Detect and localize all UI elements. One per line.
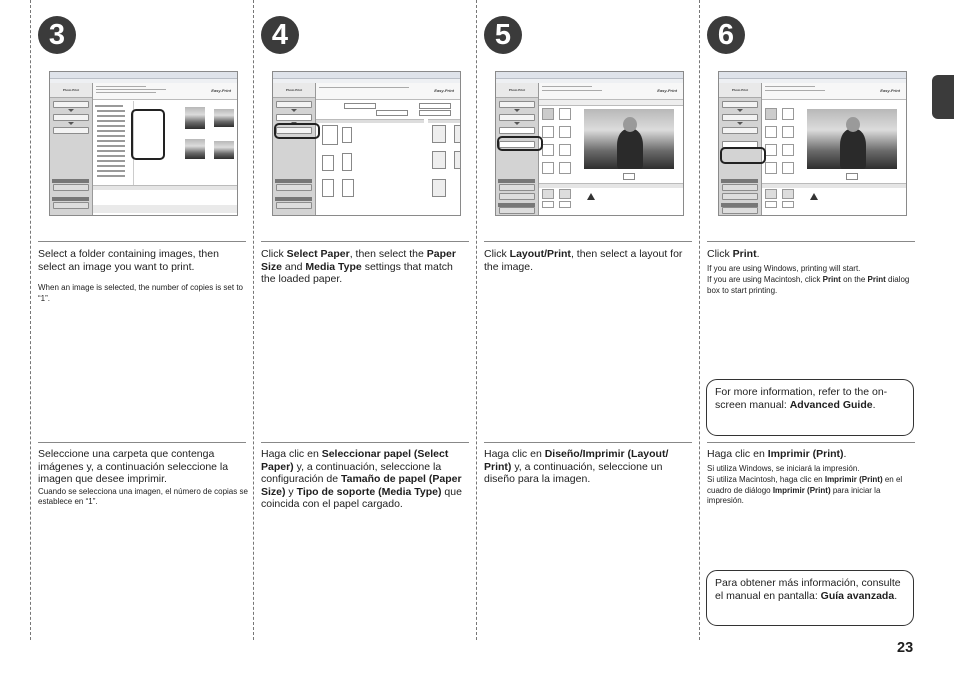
step-3-es-instruction: Seleccione una carpeta que contenga imágenes y, a continuación seleccione la imagen que desee imprimir. [38,448,229,485]
divider [707,241,915,242]
step-6-en: Click Print. If you are using Windows, printing will start. If you are using Macintosh, click Print on the Print dialog box to start printing. [707,248,917,296]
info-box-es: Para obtener más información, consulte el manual en pantalla: Guía avanzada. [706,570,914,626]
select-paper-button [53,114,89,121]
step-3-number: 3 [38,16,76,54]
step-6-es: Haga clic en Imprimir (Print). Si utiliza Windows, se iniciará la impresión. Si utiliza Macintosh, haga clic en Imprimir (Print) en el cuadro de diálogo Imprimir (Print) para iniciar la impresión. [707,448,917,507]
panel-title: Photo Print [50,83,92,98]
step-3-en-instruction: Select a folder containing images, then select an image you want to print. [38,248,219,273]
print-button-highlight [720,147,766,164]
step-6-es-note-mac: Si utiliza Macintosh, haga clic en Imprimir (Print) en el cuadro de diálogo Imprimir (Print) para iniciar la impresión. [707,475,903,505]
layout-print-highlight [497,136,543,151]
step-3-es [38,448,248,508]
layout-print-button [53,127,89,134]
step-3-en [38,248,248,304]
section-tab [932,75,954,119]
step-5-es: Haga clic en Diseño/Imprimir (Layout/ Print) y, a continuación, seleccione un diseño para la imagen. [484,448,669,485]
divider [484,241,692,242]
screenshot-step-3 [49,71,238,216]
step-6-number: 6 [707,16,745,54]
screenshot-step-5: Photo Print Easy-Print [495,71,684,216]
divider [38,241,246,242]
column-separator [30,0,31,640]
step-3-en-note: When an image is selected, the number of copies is set to “1”. [38,283,243,303]
step-4-number: 4 [261,16,299,54]
step-5-en: Click Layout/Print, then select a layout for the image. [484,248,683,273]
divider [707,442,915,443]
step-6-en-note-windows: If you are using Windows, printing will start. [707,263,861,273]
screenshot-step-4: Photo Print Easy-Print [272,71,461,216]
page-number: 23 [897,640,914,656]
divider [261,442,469,443]
divider [484,442,692,443]
select-paper-highlight [274,123,320,139]
step-5-number: 5 [484,16,522,54]
column-separator [699,0,700,640]
column-separator [253,0,254,640]
step-6-es-note-windows: Si utiliza Windows, se iniciará la impresión. [707,463,860,473]
step-3-es-note: Cuando se selecciona una imagen, el número de copias se establece en “1”. [38,486,248,506]
app-brand: Easy-Print [211,88,231,93]
divider [38,442,246,443]
screenshot-step-6: Photo Print Easy-Print [718,71,907,216]
step-4-en: Click Select Paper, then select the Paper Size and Media Type settings that match the loaded paper. [261,248,456,285]
step-6-en-note-mac: If you are using Macintosh, click Print on the Print dialog box to start printing. [707,275,910,295]
column-separator [476,0,477,640]
info-box-en: For more information, refer to the on-screen manual: Advanced Guide. [706,379,914,436]
divider [261,241,469,242]
select-images-button [53,101,89,108]
step-4-es: Haga clic en Seleccionar papel (Select Paper) y, a continuación, seleccione la configuración de Tamaño de papel (Paper Size) y Tipo de soporte (Media Type) que coincida con el papel cargado. [261,448,462,510]
selected-image-highlight [131,109,165,160]
